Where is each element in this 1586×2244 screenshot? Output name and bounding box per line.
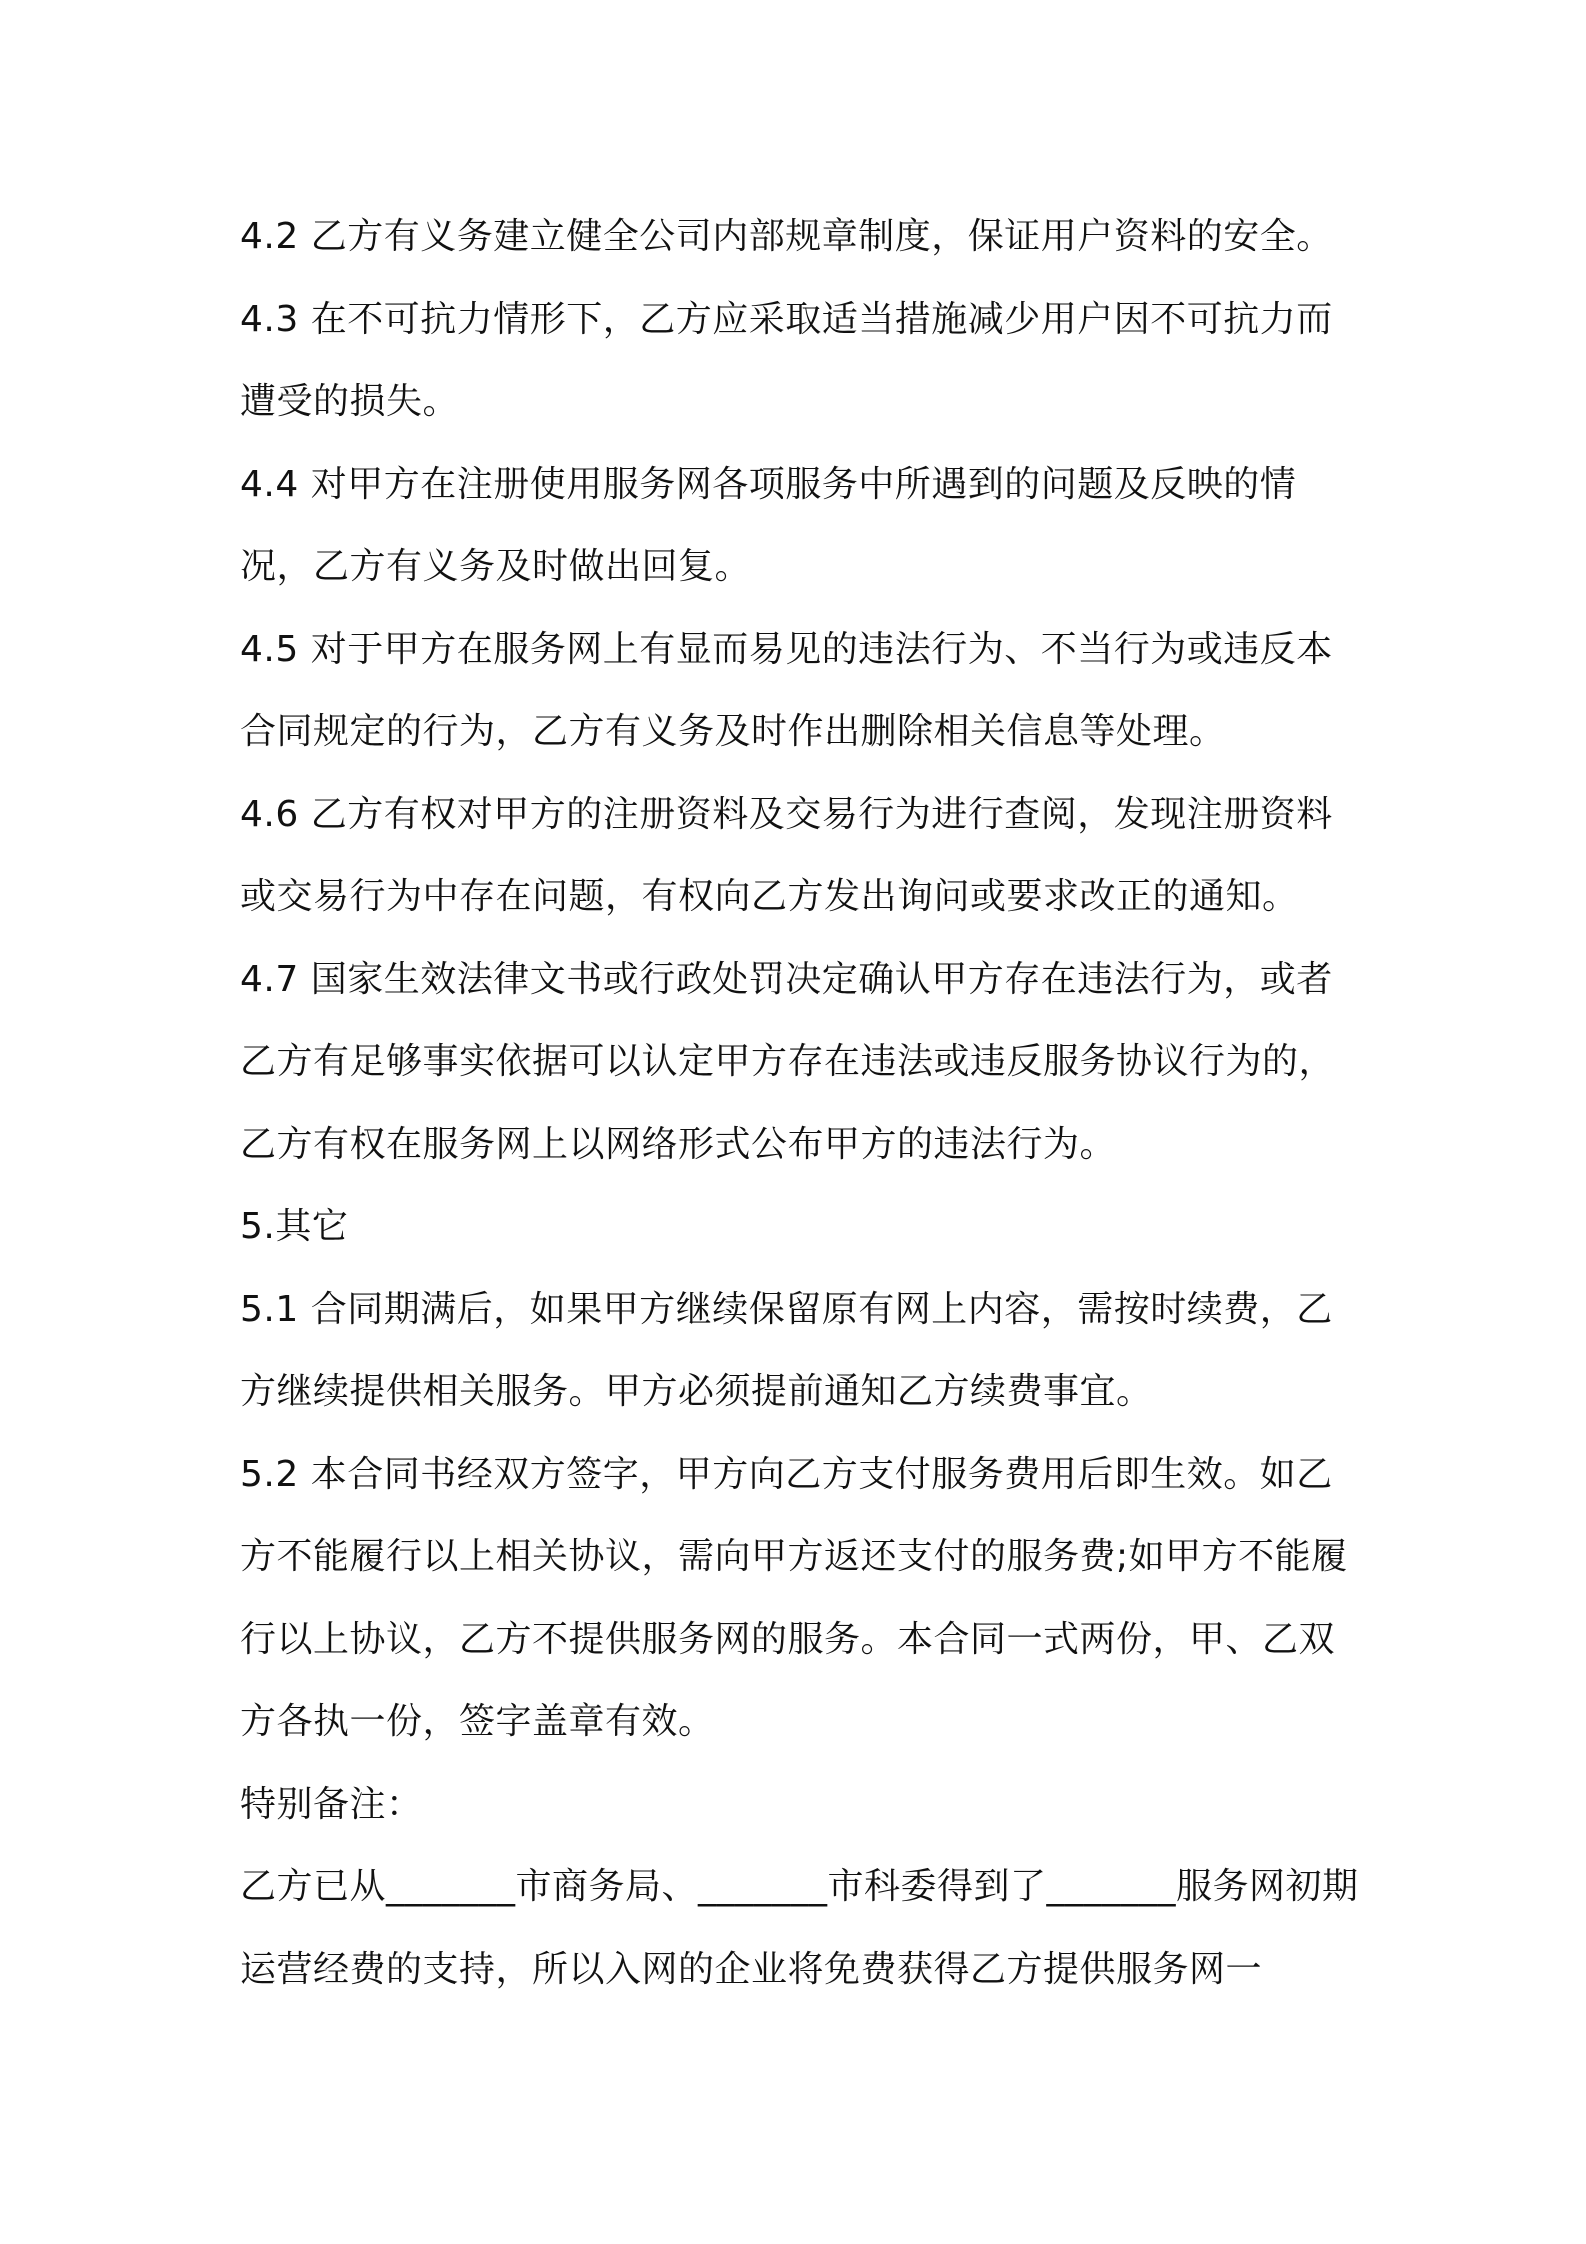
clause-4-5: 4.5 对于甲方在服务网上有显而易见的违法行为、不当行为或违反本合同规定的行为，乙方有义务及时作出删除相关信息等处理。 [240, 628, 1333, 752]
special-notes-heading: 特别备注： [240, 1783, 423, 1825]
clause-4-7: 4.7 国家生效法律文书或行政处罚决定确认甲方存在违法行为，或者乙方有足够事实依据可以认定甲方存在违法或违反服务协议行为的，乙方有权在服务网上以网络形式公布甲方的违法行为。 [240, 958, 1336, 1165]
clause-4-4: 4.4 对甲方在注册使用服务网各项服务中所遇到的问题及反映的情况，乙方有义务及时做出回复。 [240, 463, 1297, 587]
special-notes-text: 乙方已从_______市商务局、_______市科委得到了_______服务网初期运营经费的支持，所以入网的企业将免费获得乙方提供服务网一 [240, 1866, 1359, 1990]
clause-4-3: 4.3 在不可抗力情形下，乙方应采取适当措施减少用户因不可抗力而遭受的损失。 [240, 298, 1333, 422]
clause-5-2: 5.2 本合同书经双方签字，甲方向乙方支付服务费用后即生效。如乙方不能履行以上相关协议，需向甲方返还支付的服务费;如甲方不能履行以上协议，乙方不提供服务网的服务。本合同一式两份，甲、乙双方各执一份，签字盖章有效。 [240, 1453, 1348, 1742]
document-body [240, 196, 1360, 2011]
section-5-heading: 5.其它 [240, 1206, 349, 1247]
clause-4-2: 4.2 乙方有义务建立健全公司内部规章制度，保证用户资料的安全。 [240, 216, 1333, 257]
clause-5-1: 5.1 合同期满后，如果甲方继续保留原有网上内容，需按时续费，乙方继续提供相关服务。甲方必须提前通知乙方续费事宜。 [240, 1288, 1333, 1412]
clause-4-6: 4.6 乙方有权对甲方的注册资料及交易行为进行查阅，发现注册资料或交易行为中存在问题，有权向乙方发出询问或要求改正的通知。 [240, 793, 1333, 917]
